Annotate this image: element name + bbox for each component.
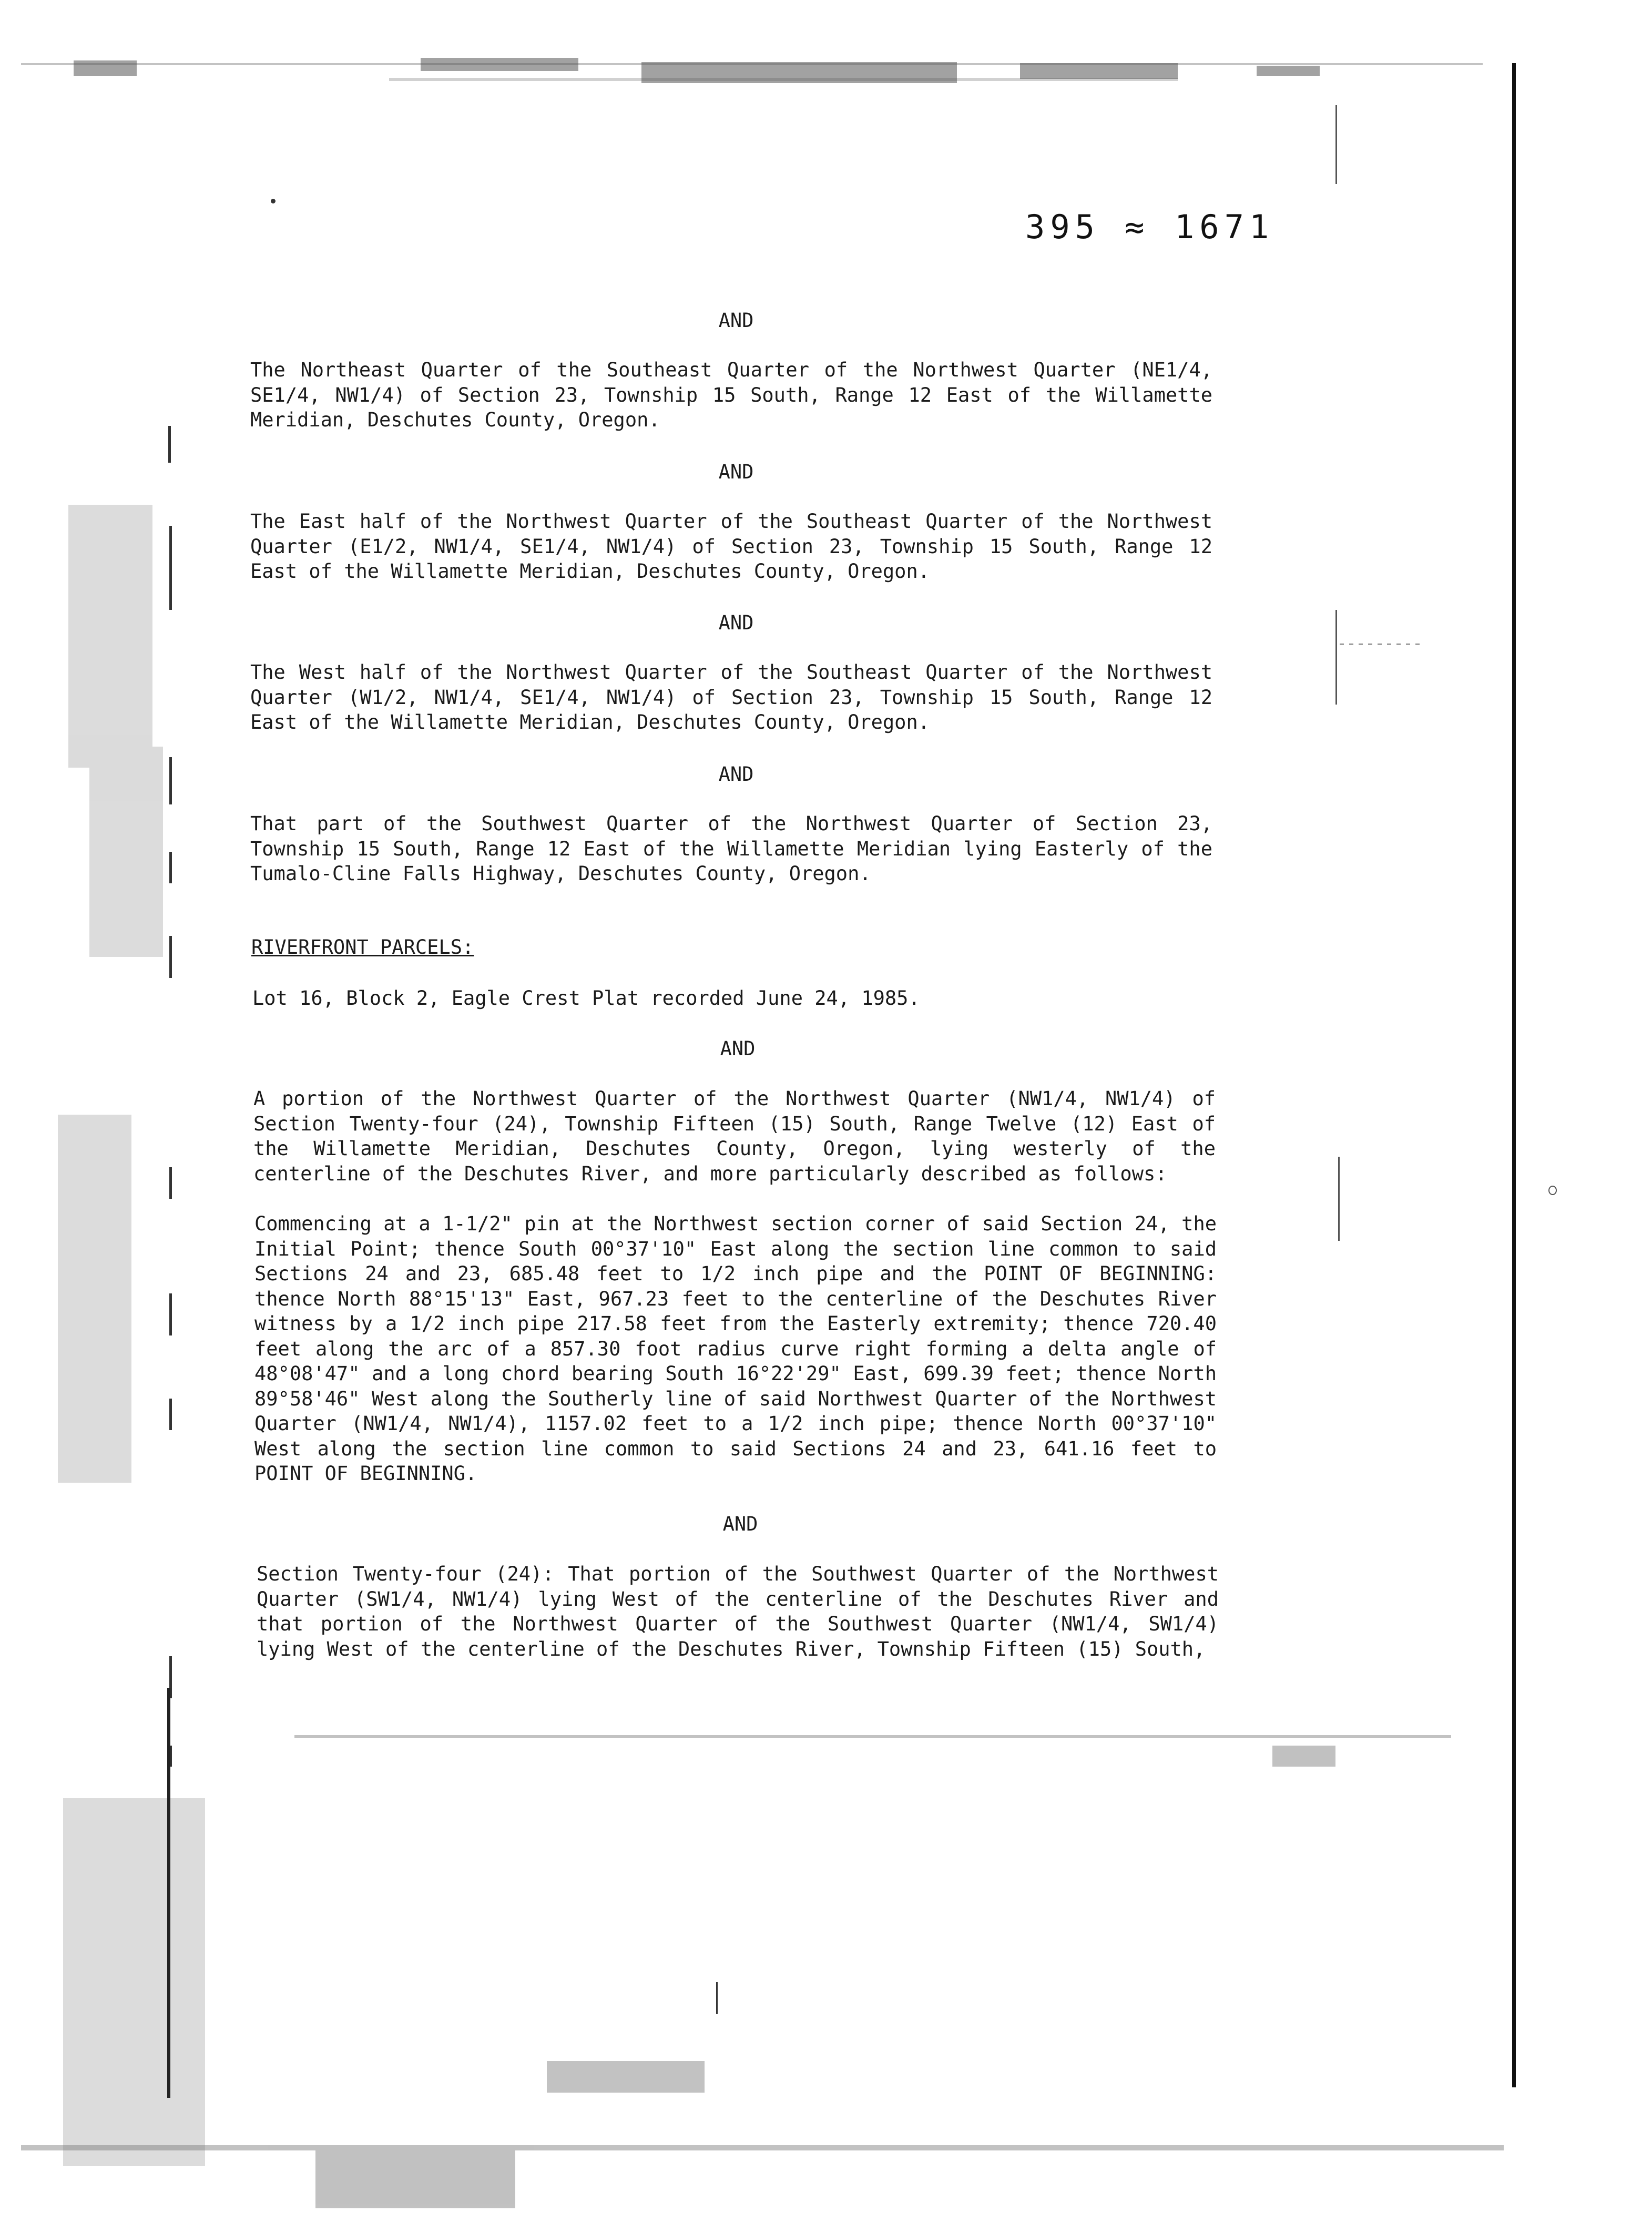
scan-noise-bottom: [21, 1735, 1504, 2208]
paragraph-ne-quarter: The Northeast Quarter of the Southeast Quarter of the Northwest Quarter (NE1/4, SE1/4, NW1/4) of Section 23, Township 15 South, Range 12 East of the Willamette Meridian, Deschutes County, Oregon.: [250, 359, 1212, 431]
scan-noise-top: [21, 53, 1483, 110]
scan-marks-right: [1335, 105, 1493, 1262]
and-connector: AND: [718, 611, 754, 634]
scan-speck: [1548, 1186, 1557, 1195]
paragraph-nw-nw-portion: A portion of the Northwest Quarter of the Northwest Quarter (NW1/4, NW1/4) of Section Twenty-four (24), Township Fifteen (15) South, Range Twelve (12) East of the Willamette Meridian, Deschutes County, Oregon, lying westerly of the centerline of the Deschutes River, and more particularly described as follows:: [253, 1087, 1216, 1185]
page-number: 395 ≈ 1671: [1025, 208, 1274, 246]
paragraph-lot-16: Lot 16, Block 2, Eagle Crest Plat recorded June 24, 1985.: [252, 987, 920, 1010]
paragraph-section-24: Section Twenty-four (24): That portion of the Southwest Quarter of the Northwest Quarter (SW1/4, NW1/4) lying West of the centerline of the Deschutes River and that portion of the Northwest Quarter of the Southwest Quarter (NW1/4, SW1/4) lying West of the centerline of the Deschutes River, Township Fifteen (15) South,: [257, 1563, 1219, 1660]
paragraph-metes-and-bounds: Commencing at a 1-1/2" pin at the Northwest section corner of said Section 24, the Initial Point; thence South 00°37'10" East along the section line common to said Sections 24 and 23, 685.48 feet to 1/2 inch pipe and the POINT OF BEGINNING: thence North 88°15'13" East, 967.23 feet to the centerline of the Deschutes River witness by a 1/2 inch pipe 217.58 feet from the Easterly extremity; thence 720.40 feet along the arc of a 857.30 foot radius curve right forming a delta angle of 48°08'47" and a long chord bearing South 16°22'29" East, 699.39 feet; thence North 89°58'46" West along the Southerly line of said Northwest Quarter of the Northwest Quarter (NW1/4, NW1/4), 1157.02 feet to a 1/2 inch pipe; thence North 00°37'10" West along the section line common to said Sections 24 and 23, 641.16 feet to POINT OF BEGINNING.: [254, 1212, 1217, 1485]
and-connector: AND: [718, 461, 754, 483]
paragraph-east-half: The East half of the Northwest Quarter of the Southeast Quarter of the Northwest Quarter (E1/2, NW1/4, SE1/4, NW1/4) of Section 23, Township 15 South, Range 12 East of the Willamette Meridian, Deschutes County, Oregon.: [250, 510, 1212, 583]
riverfront-parcels-heading: RIVERFRONT PARCELS:: [251, 936, 474, 959]
and-connector: AND: [720, 1037, 756, 1060]
and-connector: AND: [718, 309, 754, 332]
and-connector: AND: [722, 1513, 758, 1535]
right-edge-line: [1512, 63, 1516, 2087]
paragraph-southwest-quarter: That part of the Southwest Quarter of the Northwest Quarter of Section 23, Township 15 South, Range 12 East of the Willamette Meridian lying Easterly of the Tumalo-Cline Falls Highway, Deschutes County, Oregon.: [250, 812, 1212, 885]
and-connector: AND: [718, 763, 754, 786]
scan-speck: [271, 199, 276, 203]
paragraph-west-half: The West half of the Northwest Quarter of the Southeast Quarter of the Northwest Quarter (W1/2, NW1/4, SE1/4, NW1/4) of Section 23, Township 15 South, Range 12 East of the Willamette Meridian, Deschutes County, Oregon.: [250, 661, 1212, 733]
